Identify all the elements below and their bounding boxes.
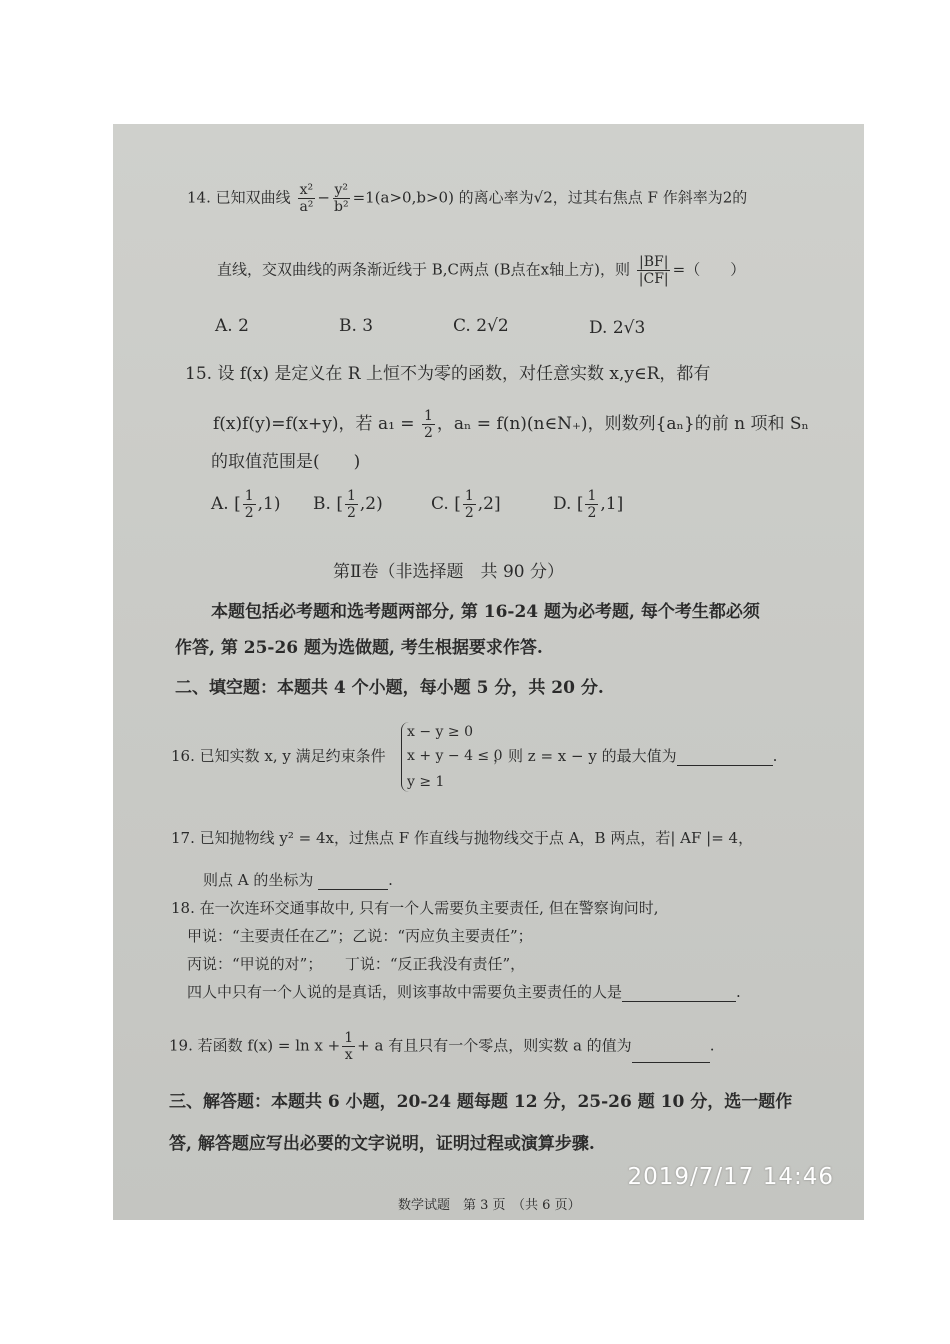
page-footer: 数学试题 第 3 页 （共 6 页） (398, 1198, 581, 1213)
q18-answer-blank[interactable] (622, 1001, 736, 1002)
q15-line3: 的取值范围是( ) (211, 452, 361, 472)
part2-desc-line1: 本题包括必考题和选考题两部分, 第 16-24 题为必考题, 每个考生都必须 (211, 602, 760, 622)
q15-option-b: B. [ $\frac{1}{2}$ ,2) (313, 488, 383, 521)
section3-line1: 三、解答题：本题共 6 小题，20-24 题每题 12 分，25-26 题 10 分，选一题作 (169, 1092, 793, 1112)
section3-line2: 答, 解答题应写出必要的文字说明，证明过程或演算步骤. (169, 1134, 595, 1154)
part2-title: 第Ⅱ卷（非选择题 共 90 分） (333, 562, 564, 582)
q16-answer-blank[interactable] (677, 765, 773, 766)
q16-tail: ，则 z = x − y 的最大值为 . (493, 747, 778, 765)
q14-line2: 直线，交双曲线的两条渐近线于 B,C两点 (B点在x轴上方)，则 $\frac{|BF|}{|CF|}$ =（ ） (217, 254, 746, 287)
q14-option-b: B. 3 (339, 316, 374, 336)
q15-option-c: C. [ $\frac{1}{2}$ ,2] (431, 488, 501, 521)
q15-option-d: D. [ $\frac{1}{2}$ ,1] (553, 488, 624, 521)
photo-timestamp: 2019/7/17 14:46 (627, 1164, 834, 1190)
q14-option-d: D. 2√3 (589, 318, 646, 338)
part2-desc-line2: 作答, 第 25-26 题为选做题, 考生根据要求作答. (175, 638, 543, 658)
q18-line4: 四人中只有一个人说的是真话，则该事故中需要负主要责任的人是 . (187, 983, 741, 1001)
q14-option-c: C. 2√2 (453, 316, 509, 336)
q18-line2: 甲说：“主要责任在乙”；乙说：“丙应负主要责任”； (187, 927, 533, 945)
q19-answer-blank[interactable] (632, 1062, 710, 1063)
q17-line1: 17. 已知抛物线 y² = 4x，过焦点 F 作直线与抛物线交于点 A，B 两点，若| AF |= 4， (171, 829, 754, 847)
q15-line2: f(x)f(y)=f(x+y)，若 a₁ = $\frac{1}{2}$ ，aₙ = f(n)(n∈N₊)，则数列{aₙ}的前 n 项和 Sₙ (213, 408, 809, 441)
q18-line1: 18. 在一次连环交通事故中, 只有一个人需要负主要责任, 但在警察询问时, (171, 899, 659, 917)
exam-page-photo (113, 124, 864, 1220)
q16-constraint-3: y ≥ 1 (407, 774, 445, 790)
q15-line1: 15. 设 f(x) 是定义在 R 上恒不为零的函数，对任意实数 x,y∈R，都有 (185, 364, 711, 384)
q16-text: 16. 已知实数 x, y 满足约束条件 (171, 747, 386, 765)
section2-heading: 二、填空题：本题共 4 个小题，每小题 5 分，共 20 分. (175, 678, 604, 698)
q19-line: 19. 若函数 f(x) = ln x + $\frac{1}{x}$ + a 有且只有一个零点，则实数 a 的值为 . (169, 1030, 715, 1063)
q16-constraint-1: x − y ≥ 0 (407, 724, 473, 740)
q17-line2: 则点 A 的坐标为 . (203, 871, 393, 889)
q14-line1: 14. 已知双曲线 $\frac{\text{x²}}{\text{a²}}$ − $\frac{\text{y²}}{\text{b²}}$ =1(a>0,b>0) 的离心率为√2，过其右焦点 F 作斜率为2的 (187, 182, 748, 215)
q18-line3: 丙说：“甲说的对”； 丁说：“反正我没有责任”， (187, 955, 526, 973)
q15-option-a: A. [ $\frac{1}{2}$ ,1) (211, 488, 281, 521)
q16-constraint-2: x + y − 4 ≤ 0 (407, 748, 503, 764)
q17-answer-blank[interactable] (318, 889, 388, 890)
q14-option-a: A. 2 (215, 316, 249, 336)
